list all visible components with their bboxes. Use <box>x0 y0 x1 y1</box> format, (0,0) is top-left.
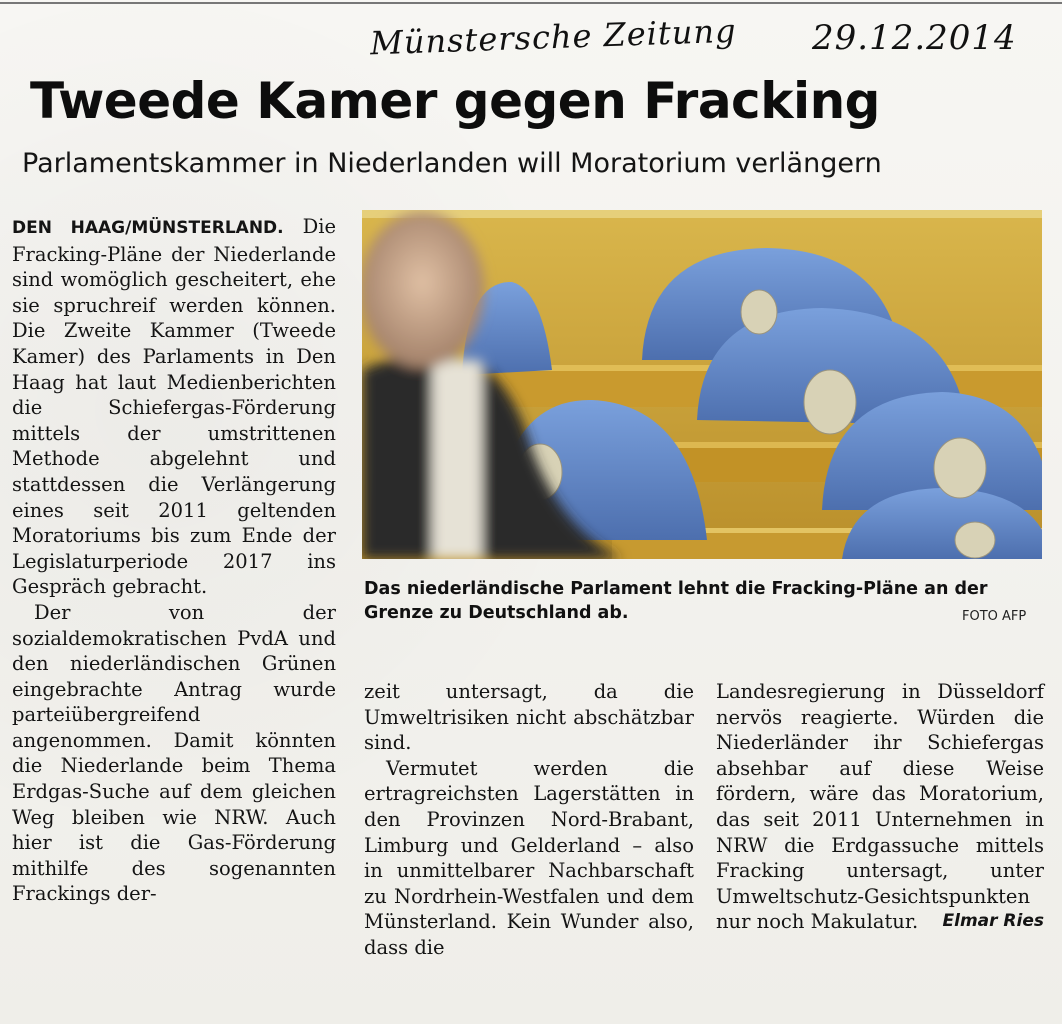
top-rule <box>0 2 1062 4</box>
article-column-2 <box>364 679 694 961</box>
paragraph-text: Die Fracking-Pläne der Niederlande sind womöglich gescheitert, ehe sie spruchreif werden können. Die Zweite Kammer (Tweede Kamer) des Parlaments in Den Haag hat laut Medienberichten die Schiefergas-Förderung mittels der umstrittenen Methode abgelehnt und stattdessen die Verlängerung eines seit 2011 geltenden Moratoriums bis zum Ende der Legislaturperiode 2017 ins Gespräch gebracht. <box>12 215 336 599</box>
paragraph: Vermutet werden die ertragreichsten Lagerstätten in den Provinzen Nord-Brabant, Limburg und Gelderland – also in unmittelbarer Nachbarschaft zu Nordrhein-Westfalen und dem Münsterland. Kein Wunder also, dass die <box>364 756 694 959</box>
handwritten-source-note: Münstersche Zeitung <box>369 11 738 63</box>
parliament-photo <box>362 210 1042 559</box>
author-byline: Elmar Ries <box>942 911 1044 932</box>
paragraph: zeit untersagt, da die Umweltrisiken nicht abschätzbar sind. <box>364 680 694 755</box>
paragraph <box>716 679 1044 935</box>
paragraph: Der von der sozialdemokratischen PvdA und den niederländischen Grünen eingebrachte Antrag wurde parteiübergreifend angenommen. Damit könnten die Niederlande beim Thema Erdgas-Suche auf dem gleichen Weg bleiben wie NRW. Auch hier ist die Gas-Förderung mithilfe des sogenannten Frackings der- <box>12 600 336 906</box>
dateline: DEN HAAG/MÜNSTERLAND. <box>12 218 284 238</box>
paragraph <box>12 214 336 600</box>
headline: Tweede Kamer gegen Fracking <box>30 72 880 130</box>
subheadline: Parlamentskammer in Niederlanden will Moratorium verlängern <box>22 148 882 179</box>
article-column-3 <box>716 679 1044 935</box>
photo-credit: FOTO AFP <box>962 609 1027 624</box>
paragraph-text: Landesregierung in Düsseldorf nervös reagierte. Würden die Niederländer ihr Schiefergas absehbar auf diese Weise fördern, wäre das Moratorium, das seit 2011 Unternehmen in NRW die Erdgassuche mittels Fracking untersagt, unter Umweltschutz-Gesichtspunkten nur noch Makulatur. <box>716 680 1044 934</box>
handwritten-date-note: 29.12.2014 <box>812 18 1017 58</box>
article-column-1 <box>12 214 336 907</box>
photo-caption: Das niederländische Parlament lehnt die Fracking-Pläne an der Grenze zu Deutschland ab. <box>364 579 988 623</box>
parliament-seats-image <box>362 210 1042 559</box>
